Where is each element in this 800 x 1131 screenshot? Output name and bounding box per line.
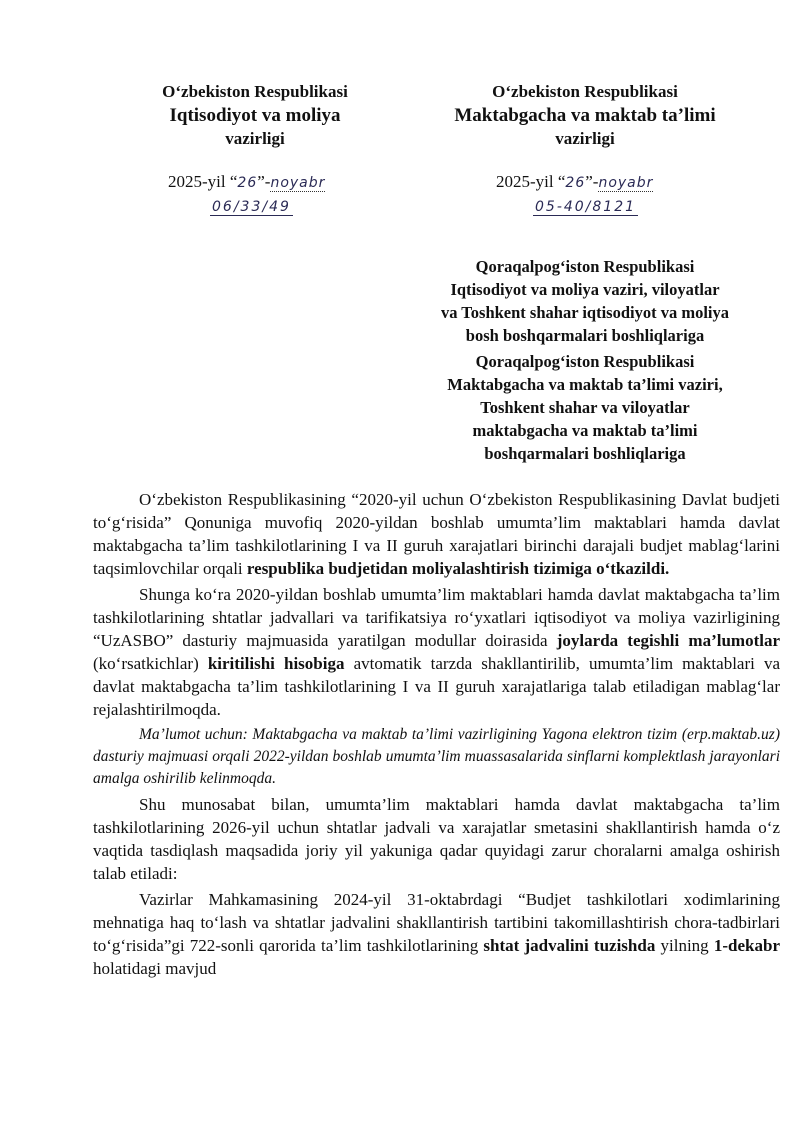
info-note: Ma’lumot uchun: Maktabgacha va maktab ta’limi vazirligining Yagona elektron tizim (erp.maktab.uz) dasturiy majmuasi orqali 2022-yildan boshlab umumta’lim muassasalarida sinflarni komplektlash jarayonlari amalga oshirilib kelinmoqda.: [93, 726, 780, 787]
left-date-prefix: 2025-yil “: [168, 172, 238, 191]
addressee-1-line: Iqtisodiyot va moliya vaziri, viloyatlar: [450, 280, 720, 299]
left-ministry-line1: O‘zbekiston Respublikasi: [162, 82, 348, 101]
paragraph-4-text: yilning: [655, 936, 714, 955]
letter-body: [93, 488, 780, 980]
paragraph-2: [93, 583, 780, 721]
right-ministry-line1: O‘zbekiston Respublikasi: [492, 82, 678, 101]
right-number-value: 05-40/8121: [535, 199, 637, 215]
right-date-line: [496, 171, 653, 194]
paragraph-2-text: Shunga ko‘ra 2020-yildan boshlab umumta’lim maktablari hamda davlat maktabgacha ta’lim tashkilotlarining shtatlar jadvallari va tarifikatsiya ro‘yxatlari iqtisodiyot va moliya vazirligining “UzASBO” dasturiy majmuasida yaratilgan modullar doirasida: [93, 585, 780, 650]
left-outgoing-number: [210, 199, 293, 215]
paragraph-4-bold: shtat jadvalini tuzishda: [483, 936, 656, 955]
left-number-value: 06/33/49: [212, 199, 291, 215]
right-date-mid: ”-: [585, 172, 599, 191]
right-date-day: 26: [565, 175, 586, 191]
right-ministry-header: [440, 81, 730, 150]
addressee-2-line: boshqarmalari boshliqlariga: [484, 444, 686, 463]
left-ministry-name: Iqtisodiyot va moliya: [169, 105, 341, 126]
right-outgoing-number: [533, 199, 638, 215]
left-date-mid: ”-: [257, 172, 271, 191]
addressee-2-line: Maktabgacha va maktab ta’limi vaziri,: [447, 375, 723, 394]
right-ministry-line3: vazirligi: [555, 129, 615, 148]
addressee-2-line: maktabgacha va maktab ta’limi: [472, 421, 698, 440]
paragraph-4-text: Vazirlar Mahkamasining 2024-yil 31-oktabrdagi “Budjet tashkilotlari xodimlarining mehnatiga haq to‘lash va shtatlar jadvalini shakllantirish tartibini takomillashtirish chora-tadbirlari to‘g‘risida”gi 722-sonli qarorida ta’lim tashkilotlarining: [93, 890, 780, 955]
paragraph-1-text: O‘zbekiston Respublikasining “2020-yil uchun O‘zbekiston Respublikasining Davlat budjeti to‘g‘risida” Qonuniga muvofiq 2020-yildan boshlab umumta’lim maktablari hamda davlat maktabgacha ta’lim tashkilotlarining I va II guruh xarajatlari birinchi darajali budjet mablag‘larini taqsimlovchilar orqali: [93, 490, 780, 578]
left-date-month: noyabr: [270, 175, 326, 191]
paragraph-4-bold: 1-dekabr: [713, 936, 780, 955]
left-ministry-line3: vazirligi: [225, 129, 285, 148]
paragraph-4-text: holatidagi mavjud: [93, 959, 217, 978]
addressee-2-line: Toshkent shahar va viloyatlar: [480, 398, 690, 417]
left-ministry-header: [130, 81, 380, 150]
right-date-month: noyabr: [598, 175, 654, 191]
paragraph-2-bold: kiritilishi hisobiga: [207, 654, 345, 673]
addressee-1-line: va Toshkent shahar iqtisodiyot va moliya: [440, 303, 730, 322]
paragraph-3: Shu munosabat bilan, umumta’lim maktablari hamda davlat maktabgacha ta’lim tashkilotlarining 2026-yil uchun shtatlar jadvali va xarajatlar smetasini shakllantirish hamda o‘z vaqtida tasdiqlash maqsadida joriy yil yakuniga qadar quyidagi zarur choralarni amalga oshirish talab etiladi:: [93, 795, 780, 883]
left-date-line: [168, 171, 325, 194]
paragraph-1: [93, 488, 780, 580]
addressee-block-1: [395, 255, 775, 347]
paragraph-2-text: (ko‘rsatkichlar): [93, 654, 208, 673]
paragraph-4: [93, 888, 780, 980]
right-date-prefix: 2025-yil “: [496, 172, 566, 191]
paragraph-2-text: avtomatik tarzda shakllantirilib, umumta’lim maktablari va davlat maktabgacha ta’lim tashkilotlarining I va II guruh xarajatlariga talab etiladigan mablag‘lar rejalashtirilmoqda.: [93, 654, 780, 719]
addressee-1-line: bosh boshqarmalari boshliqlariga: [465, 326, 705, 345]
paragraph-1-bold: respublika budjetidan moliyalashtirish tizimiga o‘tkazildi.: [246, 559, 670, 578]
addressee-1-line: Qoraqalpog‘iston Respublikasi: [475, 257, 695, 276]
addressee-2-line: Qoraqalpog‘iston Respublikasi: [475, 352, 695, 371]
addressee-block-2: [395, 350, 775, 465]
left-date-day: 26: [237, 175, 258, 191]
paragraph-2-bold: joylarda tegishli ma’lumotlar: [556, 631, 780, 650]
right-ministry-name: Maktabgacha va maktab ta’limi: [454, 105, 716, 126]
